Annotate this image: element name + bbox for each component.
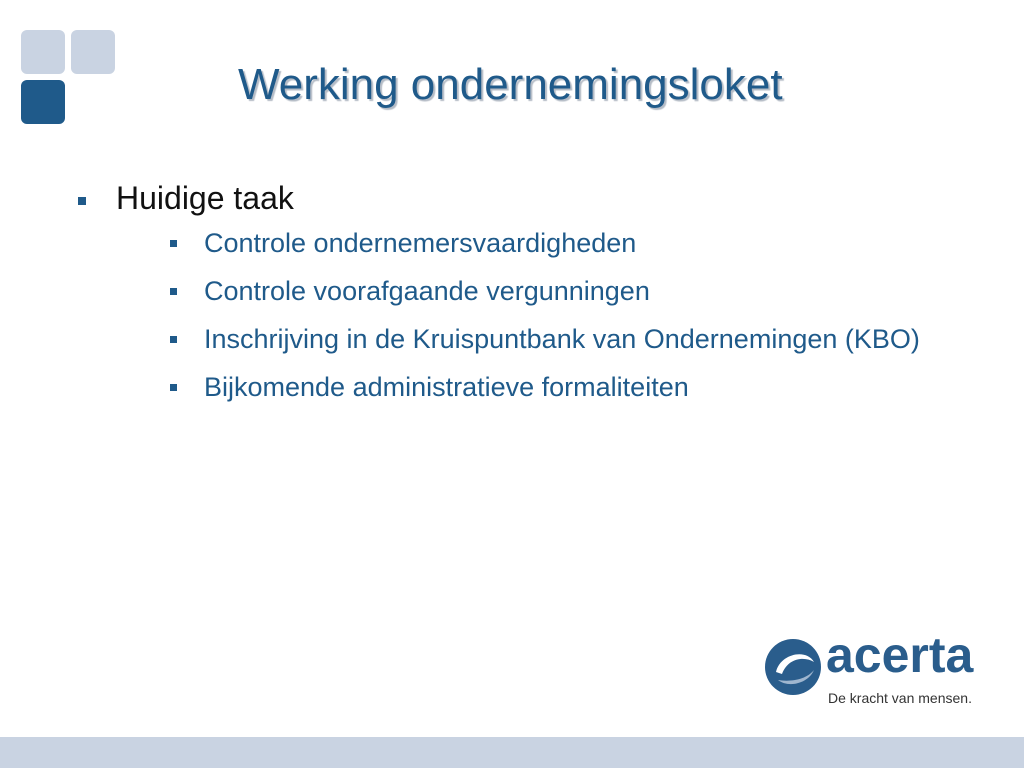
decor-square-bottom-left — [21, 80, 65, 124]
sub-bullet-item — [116, 322, 984, 356]
bullet-square-icon — [170, 240, 177, 247]
footer-band — [0, 737, 1024, 768]
bullet-square-icon — [170, 336, 177, 343]
bullet-square-icon — [78, 197, 86, 205]
bullet-square-icon — [170, 288, 177, 295]
bullet-label: Huidige taak — [116, 180, 294, 216]
slide-title: Werking ondernemingsloket — [238, 60, 783, 109]
sub-bullet-label: Bijkomende administratieve formaliteiten — [204, 372, 689, 402]
sub-bullet-label: Controle ondernemersvaardigheden — [204, 228, 637, 258]
logo-tagline: De kracht van mensen. — [828, 690, 972, 706]
decor-square-top-left — [21, 30, 65, 74]
acerta-logo — [762, 627, 982, 712]
bullet-list — [74, 178, 984, 418]
acerta-swirl-icon — [762, 636, 824, 698]
bullet-square-icon — [170, 384, 177, 391]
sub-bullet-item — [116, 226, 984, 260]
logo-brand: acerta — [826, 627, 974, 683]
sub-bullet-item — [116, 274, 984, 308]
sub-bullet-list — [116, 226, 984, 404]
sub-bullet-label: Controle voorafgaande vergunningen — [204, 276, 650, 306]
sub-bullet-label: Inschrijving in de Kruispuntbank van Ondernemingen (KBO) — [204, 324, 920, 354]
decor-square-top-right — [71, 30, 115, 74]
bullet-item-huidige-taak — [74, 178, 984, 404]
corner-decoration — [0, 0, 130, 130]
sub-bullet-item — [116, 370, 984, 404]
